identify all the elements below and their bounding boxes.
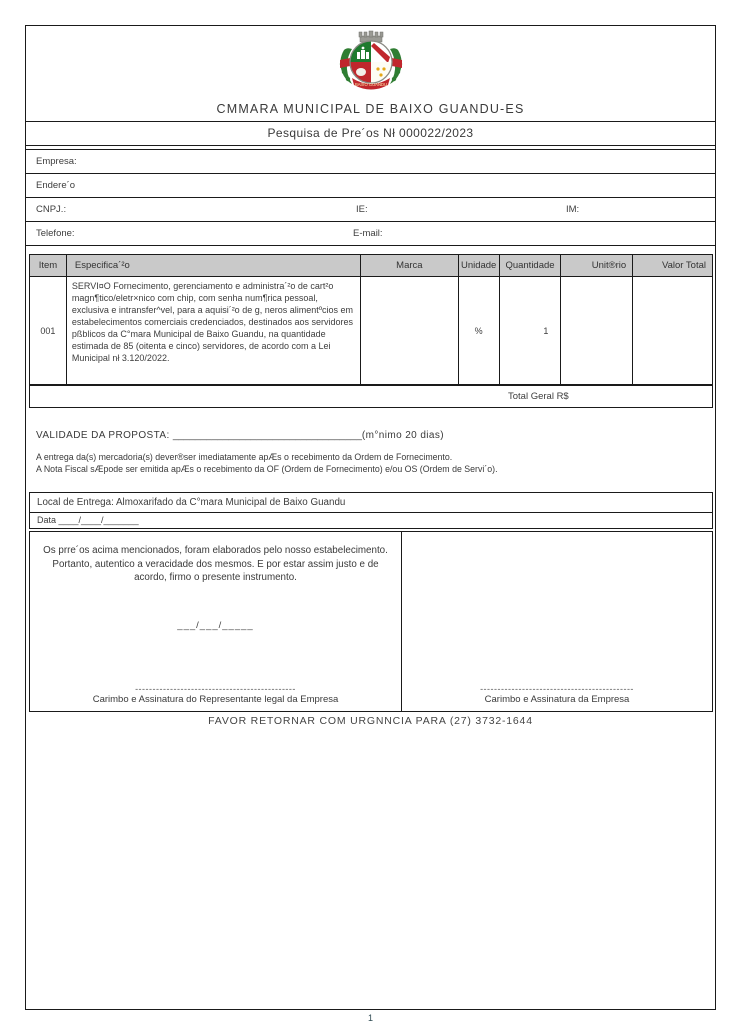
endereco-label: Endere´o xyxy=(36,180,76,191)
form-row-empresa xyxy=(26,150,715,174)
logo-ribbon-text: BAIXO GUANDU xyxy=(354,82,387,87)
item-unitario xyxy=(561,277,633,384)
item-quantidade: 1 xyxy=(500,277,562,384)
email-label: E-mail: xyxy=(353,228,383,239)
doc-title: Pesquisa de Pre´os Nł 000022/2023 xyxy=(26,122,715,146)
proposal-validity xyxy=(36,430,444,441)
representative-signature xyxy=(30,685,401,705)
col-unidade: Unidade xyxy=(459,255,500,276)
company-signature xyxy=(402,685,712,705)
representative-signature-label: Carimbo e Assinatura do Representante legal da Empresa xyxy=(92,694,339,705)
items-table xyxy=(29,254,713,408)
item-unidade: % xyxy=(459,277,500,384)
item-valor-total xyxy=(633,277,712,384)
company-form xyxy=(26,149,715,246)
form-row-cnpj-ie-im xyxy=(26,198,715,222)
return-notice: FAVOR RETORNAR COM URGNNCIA PARA (27) 3732-1644 xyxy=(208,715,533,727)
company-signature-label: Carimbo e Assinatura da Empresa xyxy=(484,694,630,705)
document-header xyxy=(26,26,715,122)
table-row xyxy=(30,277,712,384)
form-row-endereco xyxy=(26,174,715,198)
delivery-note: A entrega da(s) mercadoria(s) dever®ser imediatamente apÆs o recebimento da Ordem de Fornecimento. xyxy=(36,452,453,462)
page-frame xyxy=(25,25,716,1010)
coat-of-arms-logo xyxy=(330,30,412,94)
declaration-date-line: ___/___/_____ xyxy=(177,620,254,631)
delivery-box xyxy=(29,492,713,529)
item-number: 001 xyxy=(30,277,67,384)
validity-blank-line: __________________________________ xyxy=(172,430,362,441)
signature-section xyxy=(29,531,713,712)
ie-label: IE: xyxy=(356,204,368,215)
form-row-telefone-email xyxy=(26,222,715,246)
col-valor-total: Valor Total xyxy=(661,260,706,271)
col-especificacao: Especifica´²o xyxy=(67,255,361,276)
items-table-header xyxy=(30,255,712,277)
signature-dash-line: ---------------------------------------------- xyxy=(135,684,296,694)
delivery-date-line: Data ____/____/_______ xyxy=(37,515,139,525)
delivery-location: Local de Entrega: Almoxarifado da C°mara Municipal de Baixo Guandu xyxy=(30,493,712,513)
signature-dash-line: -------------------------------------------- xyxy=(480,684,634,694)
validity-suffix: (m°nimo 20 dias) xyxy=(361,430,444,441)
total-geral-label: Total Geral R$ xyxy=(508,391,569,402)
telefone-label: Telefone: xyxy=(36,228,75,239)
col-unitario: Unit®rio xyxy=(561,255,633,276)
col-quantidade: Quantidade xyxy=(500,255,562,276)
item-especificacao: SERVI¤O Fornecimento, gerenciamento e administra´²o de cart²o magn¶tico/eletr×nico com chip, com senha num¶rica pessoal, exclusiva e intransfer^vel, para a aquisi´²o de g, neros alimentºcios em estabelecimentos comerciais credenciados, destinados aos servidores pßblicos da C°mara Municipal de Baixo Guandu, na quantidade estimada de 85 (oitenta e cinco) servidores, de acordo com a Lei Municipal nł 3.120/2022. xyxy=(71,281,354,363)
invoice-note: A Nota Fiscal sÆpode ser emitida apÆs o recebimento da OF (Ordem de Fornecimento) e/ou OS (Ordem de Servi´o). xyxy=(36,464,498,474)
signature-left-cell xyxy=(30,532,402,711)
col-item: Item xyxy=(30,255,67,276)
declaration-text: Os prre´os acima mencionados, foram elaborados pelo nosso estabelecimento. Portanto, autentico a veracidade dos mesmos. E por estar assim justo e de acordo, firmo o presente instrumento. xyxy=(43,545,388,583)
empresa-label: Empresa: xyxy=(36,156,77,167)
signature-right-cell xyxy=(402,532,712,711)
page-number: 1 xyxy=(367,1013,373,1023)
org-name: CMMARA MUNICIPAL DE BAIXO GUANDU-ES xyxy=(216,102,525,116)
im-label: IM: xyxy=(566,204,580,215)
validity-label: VALIDADE DA PROPOSTA: xyxy=(36,430,170,441)
cnpj-label: CNPJ.: xyxy=(36,204,67,215)
item-marca xyxy=(361,277,459,384)
col-marca: Marca xyxy=(361,255,459,276)
items-table-footer xyxy=(30,384,712,407)
